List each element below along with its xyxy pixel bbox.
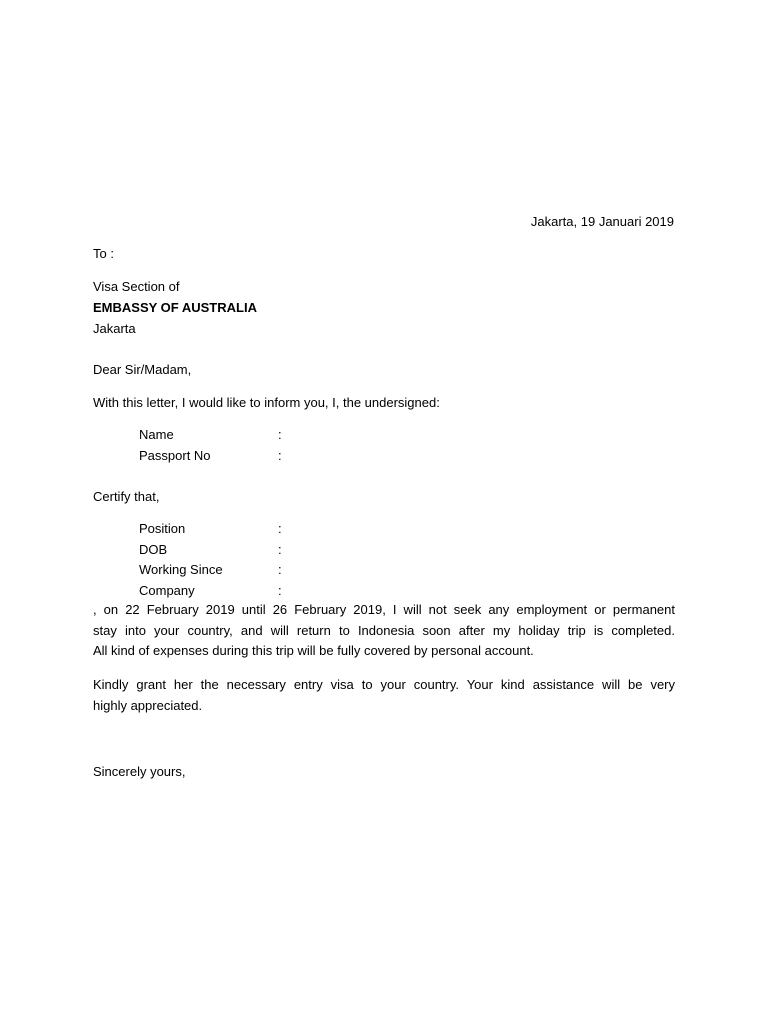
- body-paragraph-line-1: , on 22 February 2019 until 26 February 2019, I will not seek any employment or permanent: [93, 602, 675, 617]
- closing: Sincerely yours,: [93, 764, 186, 779]
- field-label-dob: DOB: [139, 542, 168, 557]
- field-label-company: Company: [139, 583, 195, 598]
- field-colon-company: :: [278, 583, 282, 598]
- place-and-date: Jakarta, 19 Januari 2019: [530, 214, 674, 229]
- salutation: Dear Sir/Madam,: [93, 362, 192, 377]
- field-colon-working-since: :: [278, 562, 282, 577]
- field-label-position: Position: [139, 521, 186, 536]
- field-label-working-since: Working Since: [139, 562, 223, 577]
- field-colon-name: :: [278, 427, 282, 442]
- request-paragraph-line-2: highly appreciated.: [93, 697, 203, 713]
- recipient-city: Jakarta: [93, 321, 136, 336]
- request-paragraph-line-1: Kindly grant her the necessary entry visa to your country. Your kind assistance will be very: [93, 677, 675, 692]
- field-label-name: Name: [139, 427, 174, 442]
- field-label-passport: Passport No: [139, 448, 211, 463]
- field-colon-dob: :: [278, 542, 282, 557]
- field-colon-position: :: [278, 521, 282, 536]
- body-paragraph: [93, 600, 675, 662]
- recipient-line-1: Visa Section of: [93, 279, 180, 294]
- to-label: To :: [93, 246, 114, 261]
- certify-statement: Certify that,: [93, 489, 160, 504]
- field-colon-passport: :: [278, 448, 282, 463]
- body-paragraph-line-3: All kind of expenses during this trip will be fully covered by personal account.: [93, 643, 534, 658]
- body-paragraph-line-2: stay into your country, and will return to Indonesia soon after my holiday trip is completed.: [93, 622, 675, 638]
- recipient-embassy: EMBASSY OF AUSTRALIA: [93, 300, 257, 315]
- request-paragraph: [93, 675, 675, 716]
- intro-sentence: With this letter, I would like to inform you, I, the undersigned:: [93, 395, 440, 410]
